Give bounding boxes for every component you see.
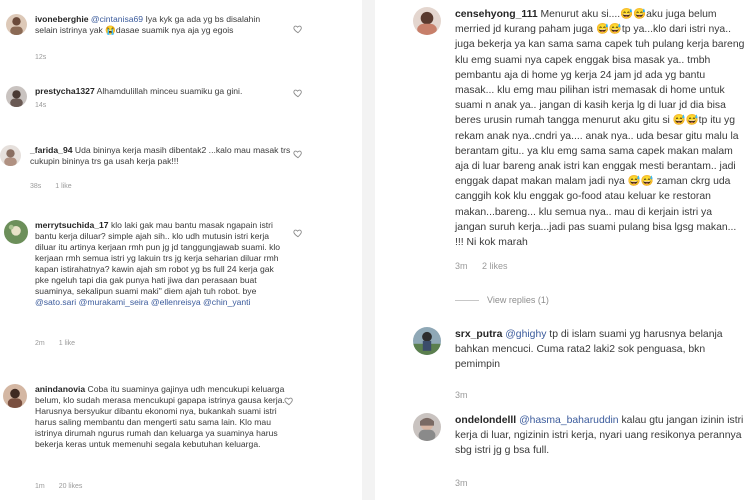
timestamp: 3m [455, 261, 468, 271]
comment-meta [455, 478, 480, 488]
comment-text [30, 145, 292, 167]
comment-meta [35, 340, 87, 347]
emoji: 😭 [105, 25, 116, 35]
comment-body: tp itu yg rekam anak nya..cndri ya.... anak nya.. uda besar gitu malu la berantam gitu.. ya klu emg sama sama capek makan malam aja di luar bareng anak istri kan enggak mesti berantam.. jadi enggak dapat makan malam jadi nya [455, 115, 739, 188]
timestamp: 3m [455, 390, 468, 400]
like-count[interactable]: 1 like [55, 183, 72, 190]
comment-text [35, 384, 285, 450]
timestamp: 14s [35, 102, 47, 109]
comment-text [455, 7, 745, 250]
panel-divider [362, 0, 375, 500]
comment-body: zaman ckrg uda canggih kok klu enggak go-food atau keluar ke restoran makan...bareng... klu semua nya.. mau di kerjain istri ya jangan suruh kerja...jadi pas suami pulang bisa lgsg makan... !!! Ni kok marah [455, 176, 737, 249]
comment-farida-94 [0, 143, 362, 198]
comment-text [455, 327, 745, 373]
heart-icon[interactable] [293, 149, 303, 159]
comment-ivoneberghie [0, 0, 362, 70]
comment-anindanovia [0, 380, 362, 498]
left-screenshot-panel [0, 0, 362, 500]
mention-link[interactable]: @sato.sari [35, 297, 77, 307]
comment-body: tp di islam suami yg harusnya belanja bahkan mencuci. Cuma rata2 laki2 sok penguasa, bkn pemimpin [455, 329, 723, 371]
avatar[interactable] [413, 413, 441, 441]
comment-meta [455, 261, 520, 271]
username[interactable]: srx_putra [455, 329, 503, 340]
timestamp: 1m [35, 483, 45, 490]
username[interactable]: merrytsuchida_17 [35, 220, 109, 230]
comment-censehyong-111 [375, 0, 750, 305]
username[interactable]: prestycha1327 [35, 86, 95, 96]
username[interactable]: ivoneberghie [35, 14, 89, 24]
view-replies-label[interactable]: View replies (1) [487, 295, 549, 305]
comment-body: Uda bininya kerja masih dibentak2 ...kalo mau masak trs cukupin bininya trs ga usah kerja pak!!! [30, 145, 291, 166]
comment-body: aku juga belum merried jd kurang paham juga [455, 9, 717, 36]
username[interactable]: ondelondelll [455, 415, 517, 426]
avatar[interactable] [6, 14, 27, 35]
heart-icon[interactable] [293, 24, 303, 34]
username[interactable]: anindanovia [35, 384, 86, 394]
emoji: 😅😅 [672, 115, 699, 127]
heart-icon[interactable] [293, 88, 303, 98]
timestamp: 3m [455, 478, 468, 488]
comment-ondelondelll [375, 409, 750, 489]
heart-icon[interactable] [284, 396, 294, 406]
like-count[interactable]: 20 likes [58, 483, 83, 490]
mention-link[interactable]: @murakami_seira [78, 297, 149, 307]
timestamp: 2m [35, 340, 45, 347]
mention-link[interactable]: @chin_yanti [203, 297, 251, 307]
comment-body: dari istri nya.. juga bekerja ya kan sama sama capek tuh pulang kerja bareng klu emg suami nya capek enggak bisa masak ya.. tmbh pembantu aja di home yg kerja 24 jam jd ada yg bantu masak... klu emg mau pilihan istri memasak di home untuk suami n anak ya.. jangan di kasih kerja lg di luar jd dia bisa beres urusin rumah tangga menurut aku gitu si [455, 24, 745, 127]
comment-text [455, 413, 745, 459]
heart-icon[interactable] [293, 228, 303, 238]
mention-link[interactable]: @ellenreisya [150, 297, 201, 307]
comment-body: tp ya...klo [621, 24, 670, 36]
avatar[interactable] [3, 384, 27, 408]
timestamp: 12s [35, 54, 47, 61]
comment-prestycha1327 [0, 82, 362, 122]
comment-body: klo laki gak mau bantu masak ngapain istri bantu kerja diluar? simple ajah sih.. klo udh mutusin istri kerja diluar itu artinya kerjaan rmh pun jg jd tanggungjawab suami. klo kerjaan rmh semua istri yg lakuin trs jg kerja seharian diluar rmh kapan istirahatnya? kawin ajah sm robot yg bs full 24 kerja gak pke ngeluh tapi dia gak punya hati jiwa dan perasaan buat suaminya, sekalipun suami maki" diem ajah tuh robot. bye [35, 220, 281, 296]
comment-body: Coba itu suaminya gajinya udh mencukupi keluarga belum, klo sudah merasa mencukupi gapapa istrinya gausa kerja. Harusnya bersyukur dibantu ekonomi nya, bukankah suami istri harus saling membantu dan mengerti satu sama lain. Klo mau istrinya dirumah ngurus rumah dan keluarga ya suaminya harus bekerja keras untuk memenuhi segala kebutuhan keluarga. [35, 384, 285, 449]
emoji: 😅😅 [620, 9, 647, 20]
comment-meta [35, 54, 58, 61]
like-count[interactable]: 1 like [58, 340, 76, 347]
username[interactable]: _farida_94 [30, 145, 73, 155]
comment-body: Iya kyk ga ada yg bs disalahin selain istrinya yak [35, 14, 261, 35]
reply-divider-line [455, 300, 479, 301]
avatar[interactable] [413, 327, 441, 355]
comment-body: kalau gtu jangan izinin istri kerja di luar, ngizinin istri kerja, nyari uang resikonya perannya sbg istri jg g bsa full. [455, 415, 744, 457]
avatar[interactable] [4, 220, 28, 244]
comment-srx-putra [375, 323, 750, 400]
comment-meta [30, 183, 84, 190]
comment-meta [35, 102, 58, 109]
comment-meta [35, 483, 94, 490]
like-count[interactable]: 2 likes [482, 261, 508, 271]
right-screenshot-panel [375, 0, 750, 500]
emoji: 😅😅 [627, 176, 654, 188]
comment-body: Alhamdulillah minceu suamiku ga gini. [94, 86, 243, 96]
mention-link[interactable]: @cintanisa69 [90, 14, 144, 24]
mention-link[interactable]: @ghighy [505, 329, 547, 340]
comment-text [35, 86, 285, 97]
avatar[interactable] [6, 86, 27, 107]
comment-text [35, 14, 275, 36]
comment-text [35, 220, 285, 308]
comment-body: dasae suamik nya aja yg egois [115, 25, 234, 35]
comment-body: Menurut aku si.... [537, 9, 621, 20]
view-replies-link[interactable] [455, 295, 549, 305]
comment-merrytsuchida-17 [0, 218, 362, 353]
avatar[interactable] [413, 7, 441, 35]
avatar[interactable] [0, 145, 21, 166]
username[interactable]: censehyong_111 [455, 9, 538, 20]
timestamp: 38s [30, 183, 42, 190]
comment-meta [455, 390, 480, 400]
mention-link[interactable]: @hasma_baharuddin [519, 415, 619, 426]
emoji: 😅😅 [595, 24, 622, 36]
